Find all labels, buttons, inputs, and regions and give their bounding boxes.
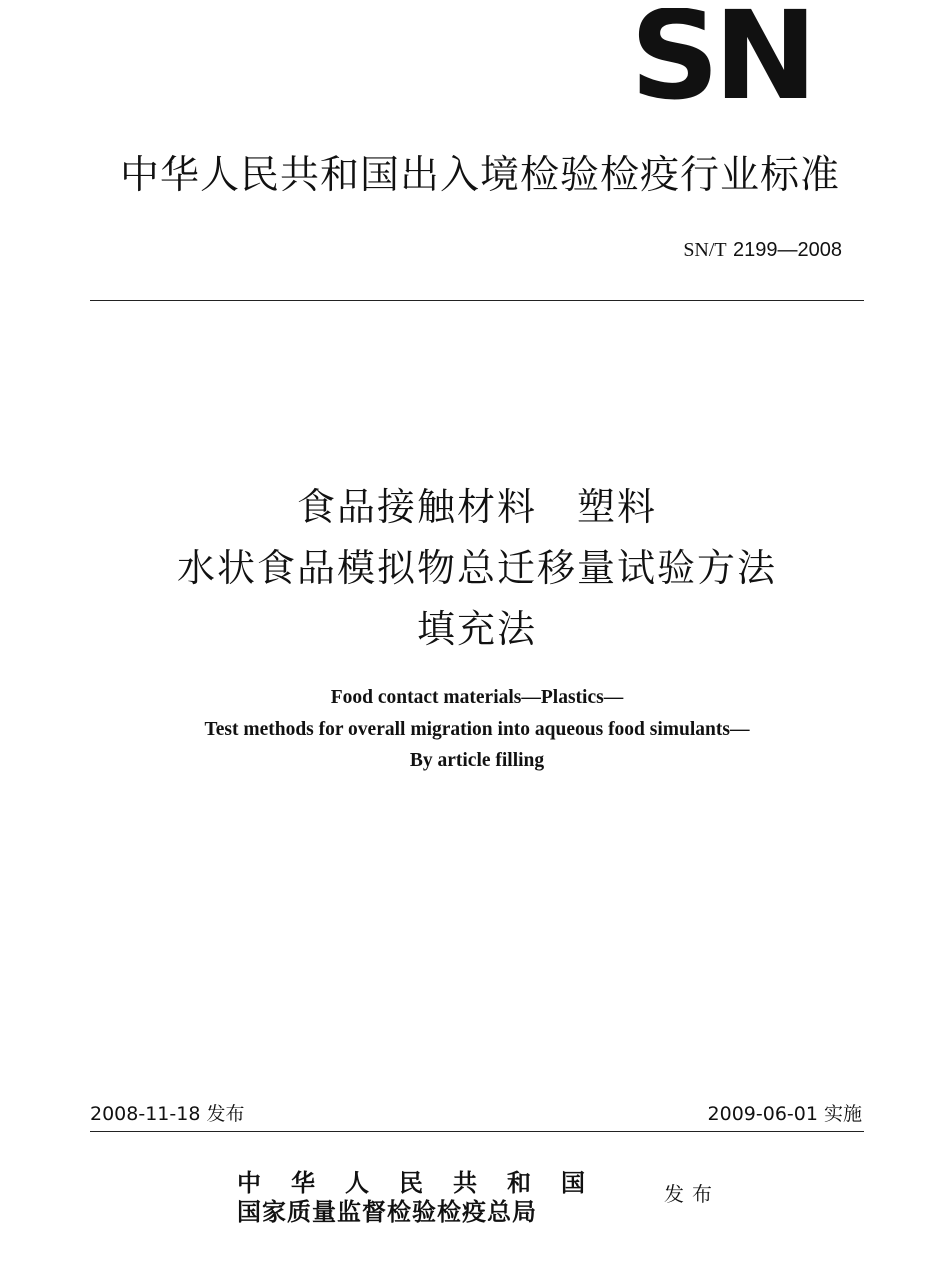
publish-label: 发布 bbox=[664, 1182, 720, 1206]
chinese-title-line-3: 填充法 bbox=[416, 607, 537, 651]
english-title-line-3: By article filling bbox=[409, 750, 545, 771]
standard-number bbox=[683, 236, 842, 263]
english-title-line-1: Food contact materials—Plastics— bbox=[330, 687, 624, 708]
implementation-date: 2009-06-01 实施 bbox=[707, 1103, 862, 1125]
header-divider bbox=[90, 300, 864, 301]
publisher-line-1: 中华人民共和国 bbox=[237, 1168, 615, 1197]
chinese-title-line-1: 食品接触材料 塑料 bbox=[296, 485, 657, 529]
english-title-line-2: Test methods for overall migration into aqueous food simulants— bbox=[204, 718, 750, 740]
chinese-title-line-2: 水状食品模拟物总迁移量试验方法 bbox=[176, 546, 777, 590]
publisher-block bbox=[237, 1168, 615, 1226]
publisher-line-2: 国家质量监督检验检疫总局 bbox=[237, 1197, 537, 1226]
issuing-authority-heading: 中华人民共和国出入境检验检疫行业标准 bbox=[119, 153, 840, 198]
issue-date: 2008-11-18 发布 bbox=[90, 1103, 245, 1125]
sn-logo: SN bbox=[630, 8, 812, 104]
standard-number-value: 2199—2008 bbox=[733, 239, 842, 261]
chinese-title bbox=[90, 477, 864, 660]
english-title bbox=[90, 682, 864, 777]
standard-number-prefix: SN/T bbox=[683, 239, 727, 261]
footer-divider bbox=[90, 1131, 864, 1132]
